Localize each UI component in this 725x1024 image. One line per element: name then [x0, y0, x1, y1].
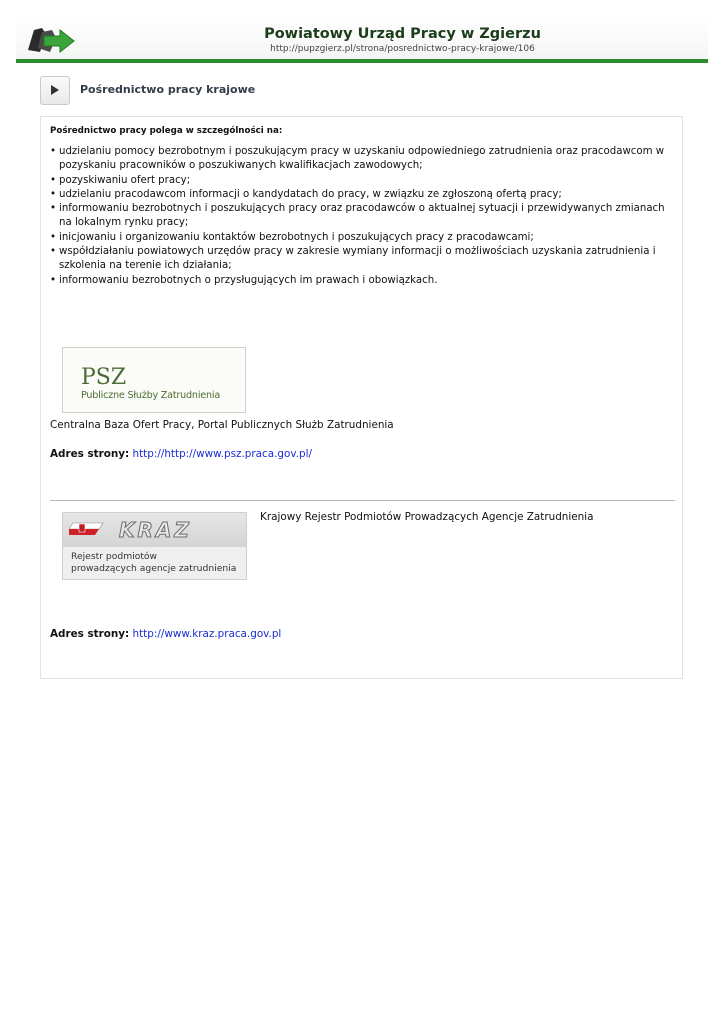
site-title: Powiatowy Urząd Pracy w Zgierzu — [264, 26, 541, 42]
list-item: • informowaniu bezrobotnych o przysługujących im prawach i obowiązkach. — [50, 274, 678, 288]
header-accent-bar — [16, 59, 708, 63]
psz-logo-text: PSZ — [81, 365, 127, 390]
list-item: • udzielaniu pracodawcom informacji o kandydatach do pracy, w związku ze zgłoszoną ofertą pracy; — [50, 188, 678, 202]
pup-logo-icon — [26, 24, 76, 54]
psz-address-link[interactable]: http://http://www.psz.praca.gov.pl/ — [132, 448, 312, 460]
arrow-right-icon — [50, 84, 60, 96]
kraz-logo-subtitle-line1: Rejestr podmiotów — [71, 551, 158, 562]
list-item: • pozyskiwaniu ofert pracy; — [50, 174, 678, 188]
list-item: • współdziałaniu powiatowych urzędów pracy w zakresie wymiany informacji o możliwościach uzyskania zatrudnienia i szkolenia na terenie ich działania; — [50, 245, 678, 274]
kraz-logo-subtitle — [71, 551, 236, 575]
kraz-address — [50, 628, 281, 640]
poland-flag-icon — [69, 521, 109, 537]
kraz-logo-subtitle-line2: prowadzących agencje zatrudnienia — [71, 563, 237, 574]
kraz-banner-link[interactable] — [62, 512, 247, 580]
page-url: http://pupzgierz.pl/strona/posrednictwo-pracy-krajowe/106 — [270, 44, 535, 54]
kraz-caption: Krajowy Rejestr Podmiotów Prowadzących Agencje Zatrudnienia — [260, 511, 594, 523]
list-item: • udzielaniu pomocy bezrobotnym i poszukującym pracy w uzyskaniu odpowiedniego zatrudnienia oraz pracodawcom w pozyskaniu pracowników o poszukiwanych kwalifikacjach zawodowych; — [50, 145, 678, 174]
kraz-logo-text: KRAZ — [119, 518, 192, 542]
psz-banner-link[interactable] — [62, 347, 246, 413]
list-item: • informowaniu bezrobotnych i poszukujących pracy oraz pracodawców o aktualnej sytuacji i przewidywanych zmianach na lokalnym rynku pracy; — [50, 202, 678, 231]
section-title: Pośrednictwo pracy krajowe — [80, 83, 256, 96]
psz-caption: Centralna Baza Ofert Pracy, Portal Publicznych Służb Zatrudnienia — [50, 419, 394, 431]
list-item: • inicjowaniu i organizowaniu kontaktów bezrobotnych i poszukujących pracy z pracodawcami; — [50, 231, 678, 245]
psz-logo-subtitle: Publiczne Służby Zatrudnienia — [81, 390, 221, 401]
section-arrow-button[interactable] — [40, 76, 70, 105]
divider — [50, 500, 675, 501]
psz-address — [50, 448, 312, 460]
kraz-address-label: Adres strony: — [50, 628, 130, 640]
psz-address-label: Adres strony: — [50, 448, 130, 460]
kraz-address-link[interactable]: http://www.kraz.praca.gov.pl — [132, 628, 282, 640]
duties-list — [50, 145, 678, 288]
intro-text: Pośrednictwo pracy polega w szczególności na: — [50, 126, 283, 136]
